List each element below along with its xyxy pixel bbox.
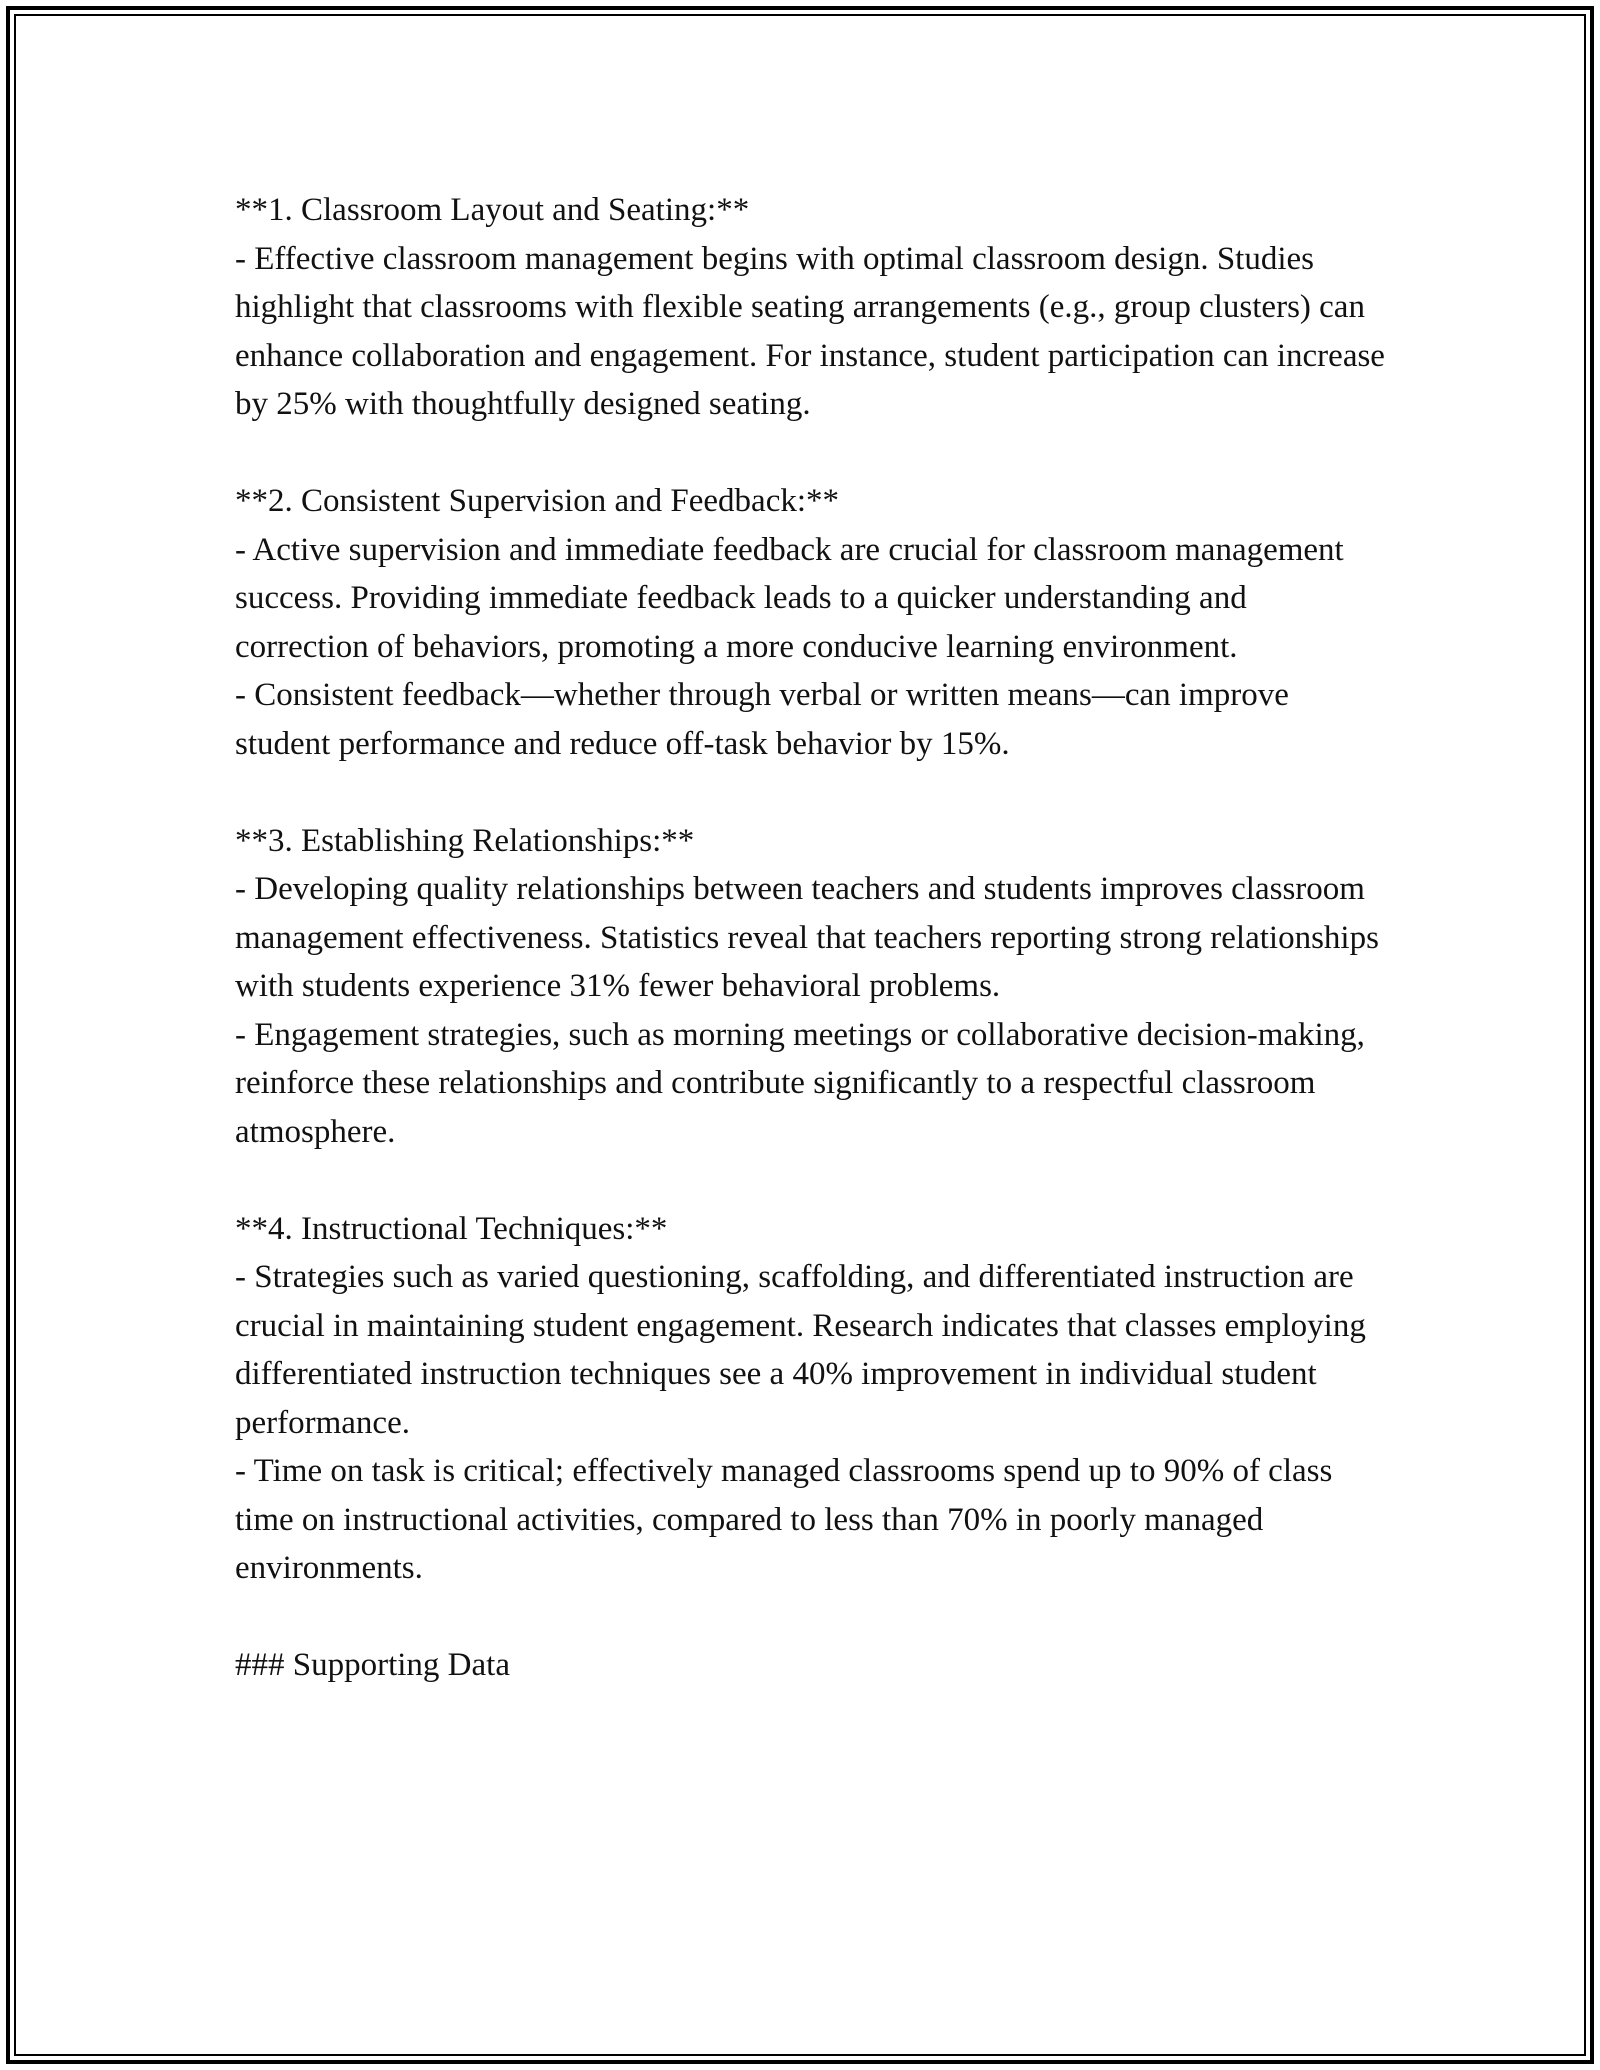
section-relationships <box>235 817 1388 1157</box>
section-instructional-techniques <box>235 1205 1385 1593</box>
section-spacer <box>235 1156 1385 1205</box>
supporting-data-heading: ### Supporting Data <box>235 1647 510 1683</box>
document-body <box>235 186 1394 1690</box>
section-spacer <box>235 1593 1385 1642</box>
bullet-paragraph: - Consistent feedback—whether through verbal or written means—can improve student performance and reduce off-task behavior by 15%. <box>235 677 1298 762</box>
section-spacer <box>235 429 1385 478</box>
section-heading: **3. Establishing Relationships:** <box>235 822 695 859</box>
section-heading: **4. Instructional Techniques:** <box>235 1210 668 1247</box>
bullet-paragraph: - Time on task is critical; effectively managed classrooms spend up to 90% of class time on instructional activities, compared to less than 70% in poorly managed environments. <box>235 1453 1341 1586</box>
bullet-paragraph: - Effective classroom management begins with optimal classroom design. Studies highlight that classrooms with flexible seating arrangements (e.g., group clusters) can enhance collaboration and engagement. For instance, student participation can increase by 25% with thoughtfully designed seating. <box>235 240 1394 422</box>
bullet-paragraph: - Strategies such as varied questioning, scaffolding, and differentiated instruction are crucial in maintaining student engagement. Research indicates that classes employing differentiated instruction techniques see a 40% improvement in individual student performance. <box>235 1259 1375 1441</box>
bullet-paragraph: - Developing quality relationships between teachers and students improves classroom management effectiveness. Statistics reveal that teachers reporting strong relationships with students experience 31% fewer behavioral problems. <box>235 871 1388 1004</box>
bullet-paragraph: - Engagement strategies, such as morning meetings or collaborative decision-making, reinforce these relationships and contribute significantly to a respectful classroom atmosphere. <box>235 1016 1374 1150</box>
bullet-paragraph: - Active supervision and immediate feedback are crucial for classroom management success. Providing immediate feedback leads to a quicker understanding and correction of behaviors, promoting a more conducive learning environment. <box>235 531 1352 665</box>
section-heading: **2. Consistent Supervision and Feedback:** <box>235 483 840 519</box>
section-heading: **1. Classroom Layout and Seating:** <box>235 192 750 228</box>
section-classroom-layout <box>235 186 1394 429</box>
section-supervision-feedback <box>235 477 1385 768</box>
section-spacer <box>235 768 1385 817</box>
